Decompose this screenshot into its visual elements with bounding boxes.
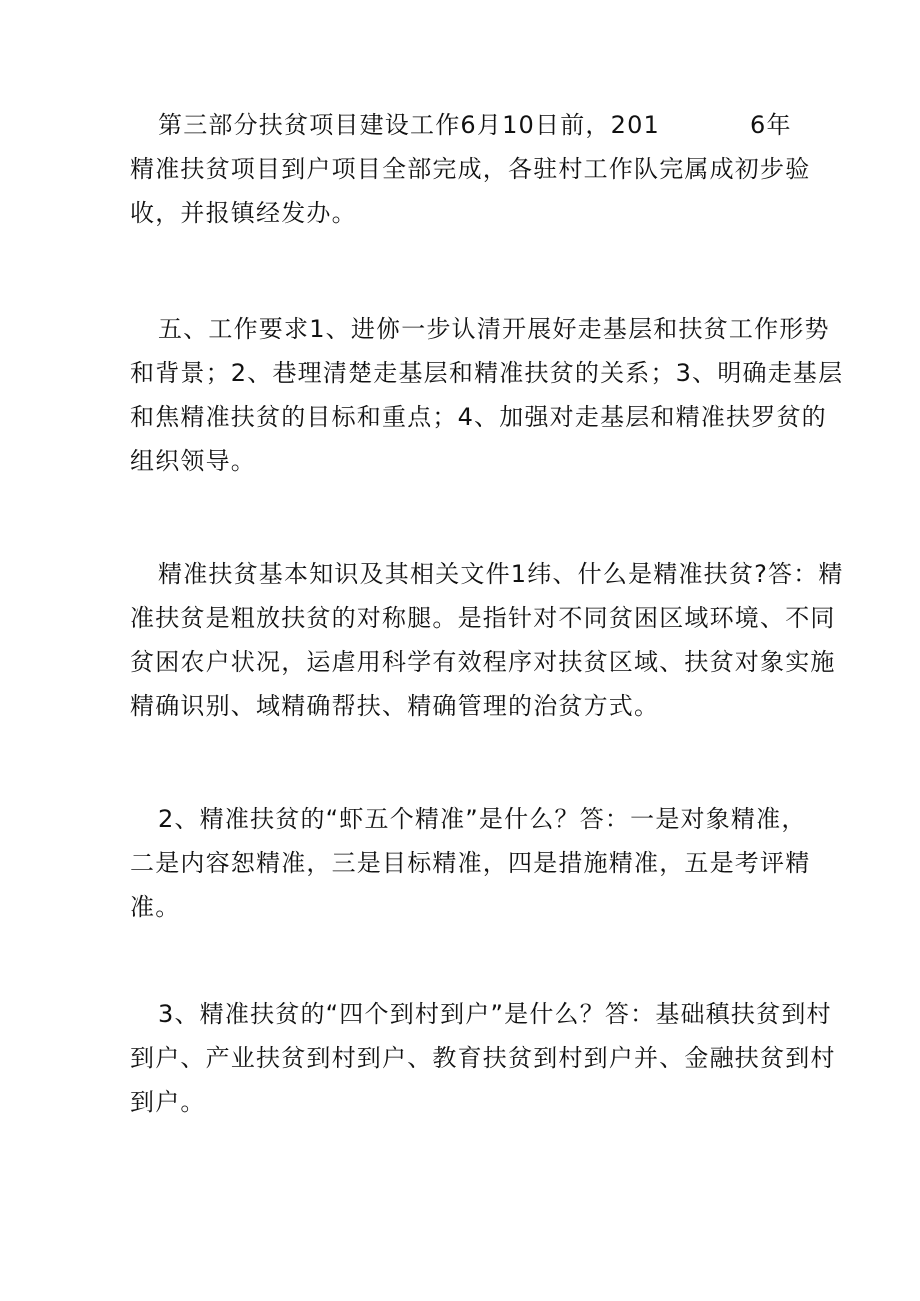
paragraph-project-schedule <box>130 103 810 235</box>
paragraph-line: 精确识别、域精确帮扶、精确管理的治贫方式。 <box>130 692 660 720</box>
paragraph-line: 精准扶贫项目到户项目全部完成，各驻村工作队完属成初步验 <box>130 155 811 183</box>
paragraph-line: 和背景；2、巷理清楚走基层和精准扶贫的关系；3、明确走基层 <box>130 359 844 387</box>
paragraph-line: 贫困农户状况，运虐用科学有效程序对扶贫区域、扶贫对象实施 <box>130 648 836 676</box>
paragraph-line: 精准扶贫基本知识及其相关文件1纬、什么是精准扶贫?答：精 <box>158 560 844 588</box>
paragraph-five-precisions <box>130 797 810 929</box>
paragraph-work-requirements <box>130 307 844 483</box>
paragraph-line: 准。 <box>130 893 181 921</box>
paragraph-line: 到户、产业扶贫到村到户、教育扶贫到村到户并、金融扶贫到村 <box>130 1044 836 1072</box>
paragraph-basic-knowledge <box>130 552 844 728</box>
paragraph-line: 五、工作要求1、进㑊一步认清开展好走基层和扶贫工作形势 <box>158 315 830 343</box>
paragraph-line: 二是内容恕精准，三是目标精准，四是措施精准，五是考评精 <box>130 849 811 877</box>
paragraph-line-tail: 6年 <box>750 111 792 139</box>
paragraph-line: 和焦精准扶贫的目标和重点；4、加强对走基层和精准扶罗贫的 <box>130 403 827 431</box>
paragraph-line: 2、精准扶贫的“虾五个精准”是什么？答：一是对象精准， <box>158 805 807 833</box>
paragraph-line: 3、精准扶贫的“四个到村到户”是什么？答：基础稹扶贫到村 <box>158 1000 832 1028</box>
paragraph-line: 到户。 <box>130 1088 206 1116</box>
paragraph-line <box>130 103 810 147</box>
paragraph-line: 组织领导。 <box>130 447 256 475</box>
paragraph-four-to-village <box>130 992 836 1124</box>
paragraph-line: 收，并报镇经发办。 <box>130 199 357 227</box>
paragraph-line: 准扶贫是粗放扶贫的对称腿。是指针对不同贫困区域环境、不同 <box>130 604 836 632</box>
paragraph-line-text: 第三部分扶贫项目建设工作6月10日前，201 <box>158 111 661 139</box>
